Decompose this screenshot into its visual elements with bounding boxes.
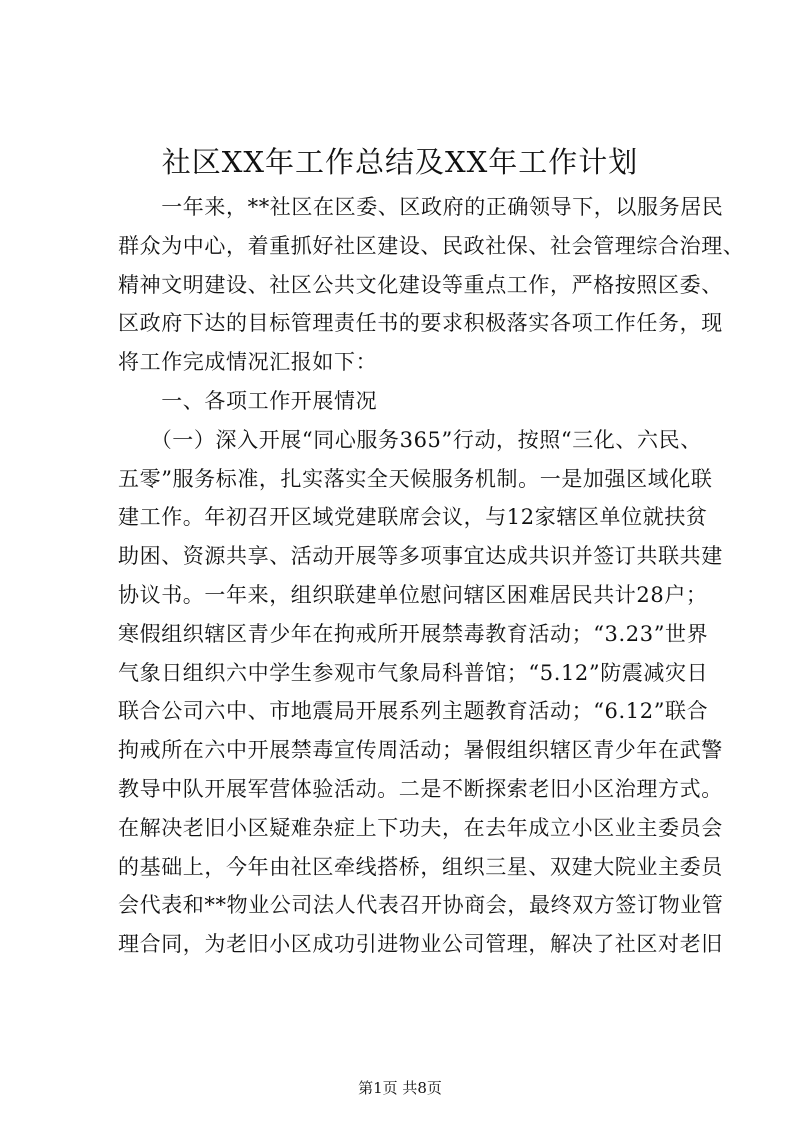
body-line: 将工作完成情况汇报如下： (118, 350, 378, 375)
page-footer: 第1页 共8页 (358, 1079, 442, 1097)
body-line: 拘戒所在六中开展禁毒宣传周活动；暑假组织辖区青少年在武警 (118, 738, 723, 763)
body-line: 寒假组织辖区青少年在拘戒所开展禁毒教育活动；“3.23”世界 (118, 621, 709, 646)
body-line: 的基础上，今年由社区牵线搭桥，组织三星、双建大院业主委员 (118, 854, 723, 879)
body-line: 会代表和**物业公司法人代表召开协商会，最终双方签订物业管 (118, 893, 724, 918)
body-line: 理合同，为老旧小区成功引进物业公司管理，解决了社区对老旧 (118, 932, 723, 957)
body-line: 协议书。一年来，组织联建单位慰问辖区困难居民共计28户； (118, 582, 708, 607)
body-line: 助困、资源共享、活动开展等多项事宜达成共识并签订共联共建 (118, 544, 723, 569)
body-line: （一）深入开展“同心服务365”行动，按照“三化、六民、 (118, 427, 702, 452)
body-line: 气象日组织六中学生参观市气象局科普馆；“5.12”防震减灾日 (118, 660, 709, 685)
body-line: 一年来，**社区在区委、区政府的正确领导下，以服务居民 (118, 195, 724, 219)
document-body (118, 188, 745, 964)
body-line: 五零”服务标准，扎实落实全天候服务机制。一是加强区域化联 (118, 466, 713, 491)
body-line: 建工作。年初召开区域党建联席会议，与12家辖区单位就扶贫 (118, 505, 708, 530)
body-line: 联合公司六中、市地震局开展系列主题教育活动；“6.12”联合 (118, 699, 709, 724)
document-title: 社区XX年工作总结及XX年工作计划 (161, 145, 639, 179)
body-line: 区政府下达的目标管理责任书的要求积极落实各项工作任务，现 (118, 311, 723, 336)
body-line: 精神文明建设、社区公共文化建设等重点工作，严格按照区委、 (118, 272, 723, 297)
body-line: 群众为中心，着重抓好社区建设、民政社保、社会管理综合治理、 (118, 233, 745, 258)
body-line: 教导中队开展军营体验活动。二是不断探索老旧小区治理方式。 (118, 776, 723, 801)
section-heading: 一、各项工作开展情况 (118, 388, 378, 413)
body-line: 在解决老旧小区疑难杂症上下功夫，在去年成立小区业主委员会 (118, 815, 723, 840)
